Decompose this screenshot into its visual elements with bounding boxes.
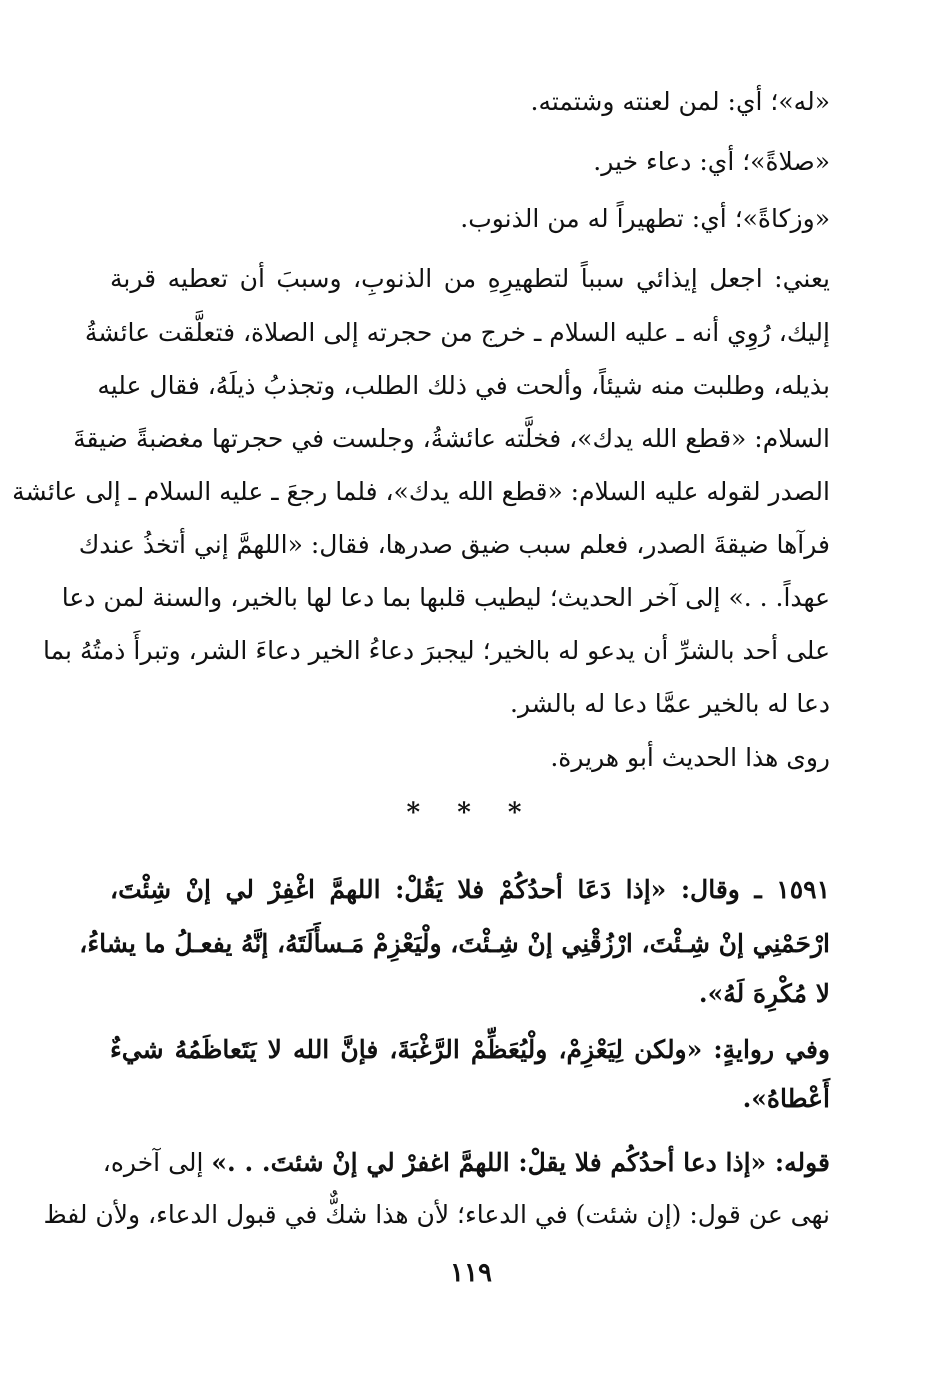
- riwaya-line-last: أَعْطاهُ».: [742, 1084, 830, 1113]
- gloss-line-zakatan: «وزكاةً»؛ أي: تطهيراً له من الذنوب.: [460, 204, 830, 233]
- commentary-line: نهى عن قول: (إن شئت) في الدعاء؛ لأن هذا شكٌّ في قبول الدعاء، ولأن لفظ: [43, 1200, 830, 1229]
- explanation-line: بذيله، وطلبت منه شيئاً، وألحت في ذلك الطلب، وتجذبُ ذيلَهُ، فقال عليه: [97, 371, 830, 400]
- narrator-note: روى هذا الحديث أبو هريرة.: [550, 743, 830, 772]
- explanation-line: على أحد بالشرِّ أن يدعو له بالخير؛ ليجبرَ دعاءُ الخير دعاءَ الشر، وتبرأَ ذمتُهُ بما: [42, 636, 830, 665]
- explanation-line: الصدر لقوله عليه السلام: «قطع الله يدك»، فلما رجعَ ـ عليه السلام ـ إلى عائشة: [12, 477, 830, 506]
- commentary-quote: قوله: «إذا دعا أحدُكُم فلا يقلْ: اللهمَّ اغفرْ لي إنْ شئتَ. . .»: [211, 1148, 830, 1177]
- riwaya-line: وفي روايةٍ: «ولكن لِيَعْزِمْ، ولْيُعَظِّمْ الرَّغْبَةَ، فإنَّ الله لا يَتَعاظَمُهُ شيءٌ: [110, 1035, 830, 1064]
- hadith-text-line-last: لا مُكْرِهَ لَهُ».: [698, 979, 830, 1008]
- explanation-line-last: دعا له بالخير عمَّا دعا له بالشر.: [510, 689, 830, 718]
- gloss-line-lahu: «له»؛ أي: لمن لعنته وشتمته.: [530, 87, 830, 116]
- gloss-line-salatan: «صلاةً»؛ أي: دعاء خير.: [593, 147, 830, 176]
- commentary-line: [102, 1143, 830, 1183]
- explanation-line: السلام: «قطع الله يدك»، فخلَّته عائشةُ، وجلست في حجرتها مغضبةً ضيقةَ: [73, 424, 830, 453]
- hadith-text-line: ١٥٩١ ـ وقال: «إذا دَعَا أحدُكُمْ فلا يَقُلْ: اللهمَّ اغْفِرْ لي إنْ شِئْتَ،: [110, 875, 830, 904]
- section-divider: * * *: [406, 798, 536, 828]
- explanation-line: عهداً. . .» إلى آخر الحديث؛ ليطيب قلبها بما دعا لها بالخير، والسنة لمن دعا: [61, 583, 830, 612]
- page-number: ١١٩: [450, 1258, 492, 1288]
- explanation-line: إليك، رُوِي أنه ـ عليه السلام ـ خرج من حجرته إلى الصلاة، فتعلَّقت عائشةُ: [84, 318, 830, 347]
- explanation-line: يعني: اجعل إيذائي سبباً لتطهيرِهِ من الذنوبِ، وسببَ أن تعطيه قربة: [110, 264, 830, 293]
- explanation-line: فرآها ضيقةَ الصدر، فعلم سبب ضيق صدرها، فقال: «اللهمَّ إني أتخذُ عندك: [78, 530, 830, 559]
- commentary-quote-rest: إلى آخره،: [102, 1148, 212, 1177]
- hadith-text-line: ارْحَمْنِي إنْ شِـئْتَ، ارْزُقْنِي إنْ شِـئْتَ، ولْيَعْزِمْ مَـسأَلَتَهُ، إنَّهُ يفعـلُ ما يشاءُ،: [79, 929, 830, 958]
